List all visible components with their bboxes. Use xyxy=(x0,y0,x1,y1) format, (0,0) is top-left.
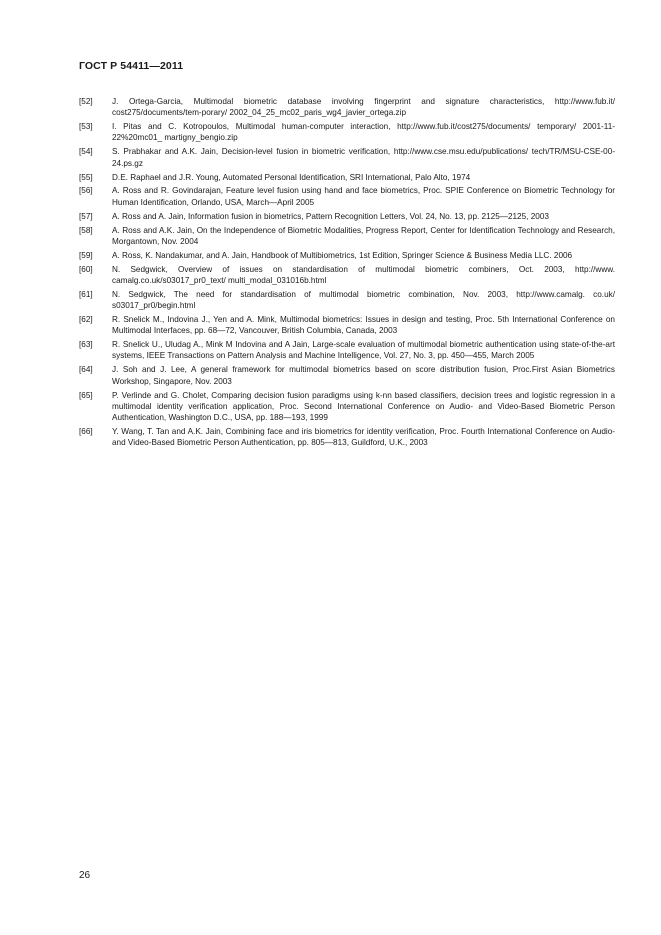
reference-text: A. Ross and A.K. Jain, On the Independence of Biometric Modalities, Progress Report, Center for Identification Technology and Research, Morgantown, Nov. 2004 xyxy=(112,225,615,246)
reference-item xyxy=(79,426,615,449)
reference-item xyxy=(79,96,615,119)
reference-text: J. Soh and J. Lee, A general framework for multimodal biometrics based on score distribution fusion, Proc.First Asian Biometrics Workshop, Singapore, Nov. 2003 xyxy=(112,365,615,386)
reference-number: [56] xyxy=(79,186,93,196)
reference-list xyxy=(79,96,615,451)
reference-number: [64] xyxy=(79,365,93,375)
reference-number: [62] xyxy=(79,314,93,324)
reference-item xyxy=(79,185,615,208)
page-number: 26 xyxy=(79,870,91,881)
reference-number: [66] xyxy=(79,427,93,437)
reference-number: [65] xyxy=(79,390,93,400)
reference-number: [53] xyxy=(79,122,93,132)
reference-number: [63] xyxy=(79,340,93,350)
reference-text: A. Ross, K. Nandakumar, and A. Jain, Handbook of Multibiometrics, 1st Edition, Springer Science & Business Media LLC. 2006 xyxy=(112,250,573,260)
reference-number: [60] xyxy=(79,264,93,274)
reference-number: [52] xyxy=(79,97,93,106)
reference-text: A. Ross and R. Govindarajan, Feature level fusion using hand and face biometrics, Proc. SPIE Conference on Biometric Technology for Human Identification, Orlando, USA, March—April 2005 xyxy=(112,186,615,207)
reference-item xyxy=(79,211,615,222)
reference-item xyxy=(79,289,615,312)
page-header-standard: ГОСТ Р 54411—2011 xyxy=(79,60,184,72)
reference-text: N. Sedgwick, Overview of issues on standardisation of multimodal biometric combiners, Oct. 2003, http://www. camalg.co.uk/s03017_pr0_text/ multi_modal_031016b.html xyxy=(112,264,615,285)
reference-text: Y. Wang, T. Tan and A.K. Jain, Combining face and iris biometrics for identity verification, Proc. Fourth International Conference on Audio- and Video-Based Biometric Person Authentication, pp. 805—813, Guildford, U.K., 2003 xyxy=(112,427,615,448)
reference-item xyxy=(79,339,615,362)
reference-item xyxy=(79,364,615,387)
reference-text: R. Snelick U., Uludag A., Mink M Indovina and A Jain, Large-scale evaluation of multimodal biometric authentication using state-of-the-art systems, IEEE Transactions on Pattern Analysis and Machine Intelligence, Vol. 27, No. 3, pp. 450—455, March 2005 xyxy=(112,340,615,361)
reference-item xyxy=(79,250,615,261)
reference-text: J. Ortega-Garcia, Multimodal biometric database involving fingerprint and signature characteristics, http://www.fub.it/ cost275/documents/tem-porary/ 2002_04_25_mc02_paris_wg4_javier_ortega.zip xyxy=(112,97,615,118)
reference-item xyxy=(79,264,615,287)
reference-item xyxy=(79,172,615,183)
reference-text: I. Pitas and C. Kotropoulos, Multimodal human-computer interaction, http://www.fub.it/cost275/documents/ temporary/ 2001-11-22%20mc01_ martigny_bengio.zip xyxy=(112,122,615,143)
reference-number: [61] xyxy=(79,289,93,299)
reference-text: R. Snelick M., Indovina J., Yen and A. Mink, Multimodal biometrics: Issues in design and testing, Proc. 5th International Conference on Multimodal Interfaces, pp. 68—72, Vancouver, British Columbia, Canada, 2003 xyxy=(112,314,615,336)
reference-number: [55] xyxy=(79,172,93,182)
reference-item xyxy=(79,146,615,169)
reference-number: [59] xyxy=(79,250,93,260)
reference-item xyxy=(79,390,615,424)
reference-item xyxy=(79,314,615,337)
reference-text: D.E. Raphael and J.R. Young, Automated Personal Identification, SRI International, Palo Alto, 1974 xyxy=(112,172,471,182)
reference-text: N. Sedgwick, The need for standardisation of multimodal biometric combination, Nov. 2003, http://www.camalg. co.uk/ s03017_pr0/begin.html xyxy=(112,289,615,311)
reference-item xyxy=(79,121,615,144)
reference-number: [54] xyxy=(79,147,93,157)
reference-text: A. Ross and A. Jain, Information fusion in biometrics, Pattern Recognition Letters, Vol. 24, No. 13, pp. 2125—2125, 2003 xyxy=(112,211,549,221)
reference-text: S. Prabhakar and A.K. Jain, Decision-level fusion in biometric verification, http://www.cse.msu.edu/publications/ tech/TR/MSU-CSE-00-24.ps.gz xyxy=(112,147,615,168)
reference-item xyxy=(79,225,615,248)
reference-number: [57] xyxy=(79,211,93,221)
reference-text: P. Verlinde and G. Cholet, Comparing decision fusion paradigms using k-nn based classifiers, decision trees and logistic regression in a multimodal identity verification application, Proc. Second International Conference on Audio- and Video-Based Biometric Person Authentication, Washington D.C., USA, pp. 188—193, 1999 xyxy=(112,390,615,423)
reference-number: [58] xyxy=(79,225,93,235)
